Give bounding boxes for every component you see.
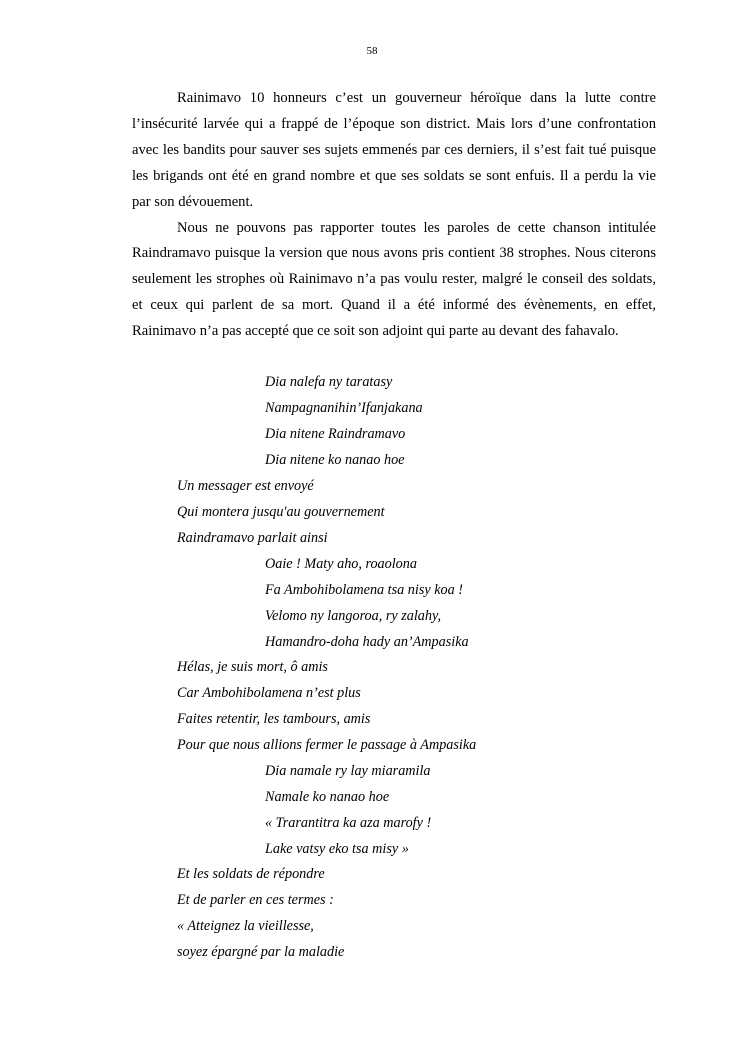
verse-line-french: Un messager est envoyé [177,478,314,494]
verse-line-french: Qui montera jusqu'au gouvernement [177,504,385,520]
verse-line-malagasy: Dia nitene ko nanao hoe [265,452,405,468]
verse-line-malagasy: Hamandro-doha hady an’Ampasika [265,634,469,650]
body-text [132,86,656,345]
verse-line-malagasy: Dia nalefa ny taratasy [265,374,393,390]
verse-line-french: Et de parler en ces termes : [177,892,334,908]
verse-line-french: Faites retentir, les tambours, amis [177,711,371,727]
verse-line-malagasy: Nampagnanihin’Ifanjakana [265,400,423,416]
verse-line-malagasy: Oaie ! Maty aho, roaolona [265,556,417,572]
verse-line-malagasy: Velomo ny langoroa, ry zalahy, [265,608,442,624]
verse-line-french: Hélas, je suis mort, ô amis [177,659,328,675]
verse-line-malagasy: Namale ko nanao hoe [265,789,390,805]
page-number: 58 [366,45,378,57]
verse-line-malagasy: Dia namale ry lay miaramila [265,763,431,779]
paragraph-rainimavo-intro: Rainimavo 10 honneurs c’est un gouverneur héroïque dans la lutte contre l’insécurité larvée qui a frappé de l’époque son district. Mais lors d’une confrontation avec les bandits pour sauver ses sujets emmenés par ces derniers, il s’est fait tué puisque les brigands ont été en grand nombre et que ses soldats se sont enfuis. Il a perdu la vie par son dévouement. [132,90,656,210]
verse-line-french: Car Ambohibolamena n’est plus [177,685,361,701]
verse-line-malagasy: Dia nitene Raindramavo [265,426,406,442]
verse-line-malagasy: Lake vatsy eko tsa misy » [265,841,409,857]
verse-line-french: « Atteignez la vieillesse, [177,918,314,934]
verse-line-french: Raindramavo parlait ainsi [177,530,328,546]
verse-line-french: Pour que nous allions fermer le passage à Ampasika [177,737,477,753]
verse-line-malagasy: « Trarantitra ka aza marofy ! [265,815,432,831]
verse-line-french: Et les soldats de répondre [177,866,325,882]
paragraph-song-context: Nous ne pouvons pas rapporter toutes les paroles de cette chanson intitulée Raindramavo puisque la version que nous avons pris contient 38 strophes. Nous citerons seulement les strophes où Rainimavo n’a pas voulu rester, malgré le conseil des soldats, et ceux qui parlent de sa mort. Quand il a été informé des évènements, en effet, Rainimavo n’a pas accepté que ce soit son adjoint qui parte au devant des fahavalo. [132,219,656,340]
verse-line-french: soyez épargné par la maladie [177,944,345,960]
verse-line-malagasy: Fa Ambohibolamena tsa nisy koa ! [265,582,463,598]
